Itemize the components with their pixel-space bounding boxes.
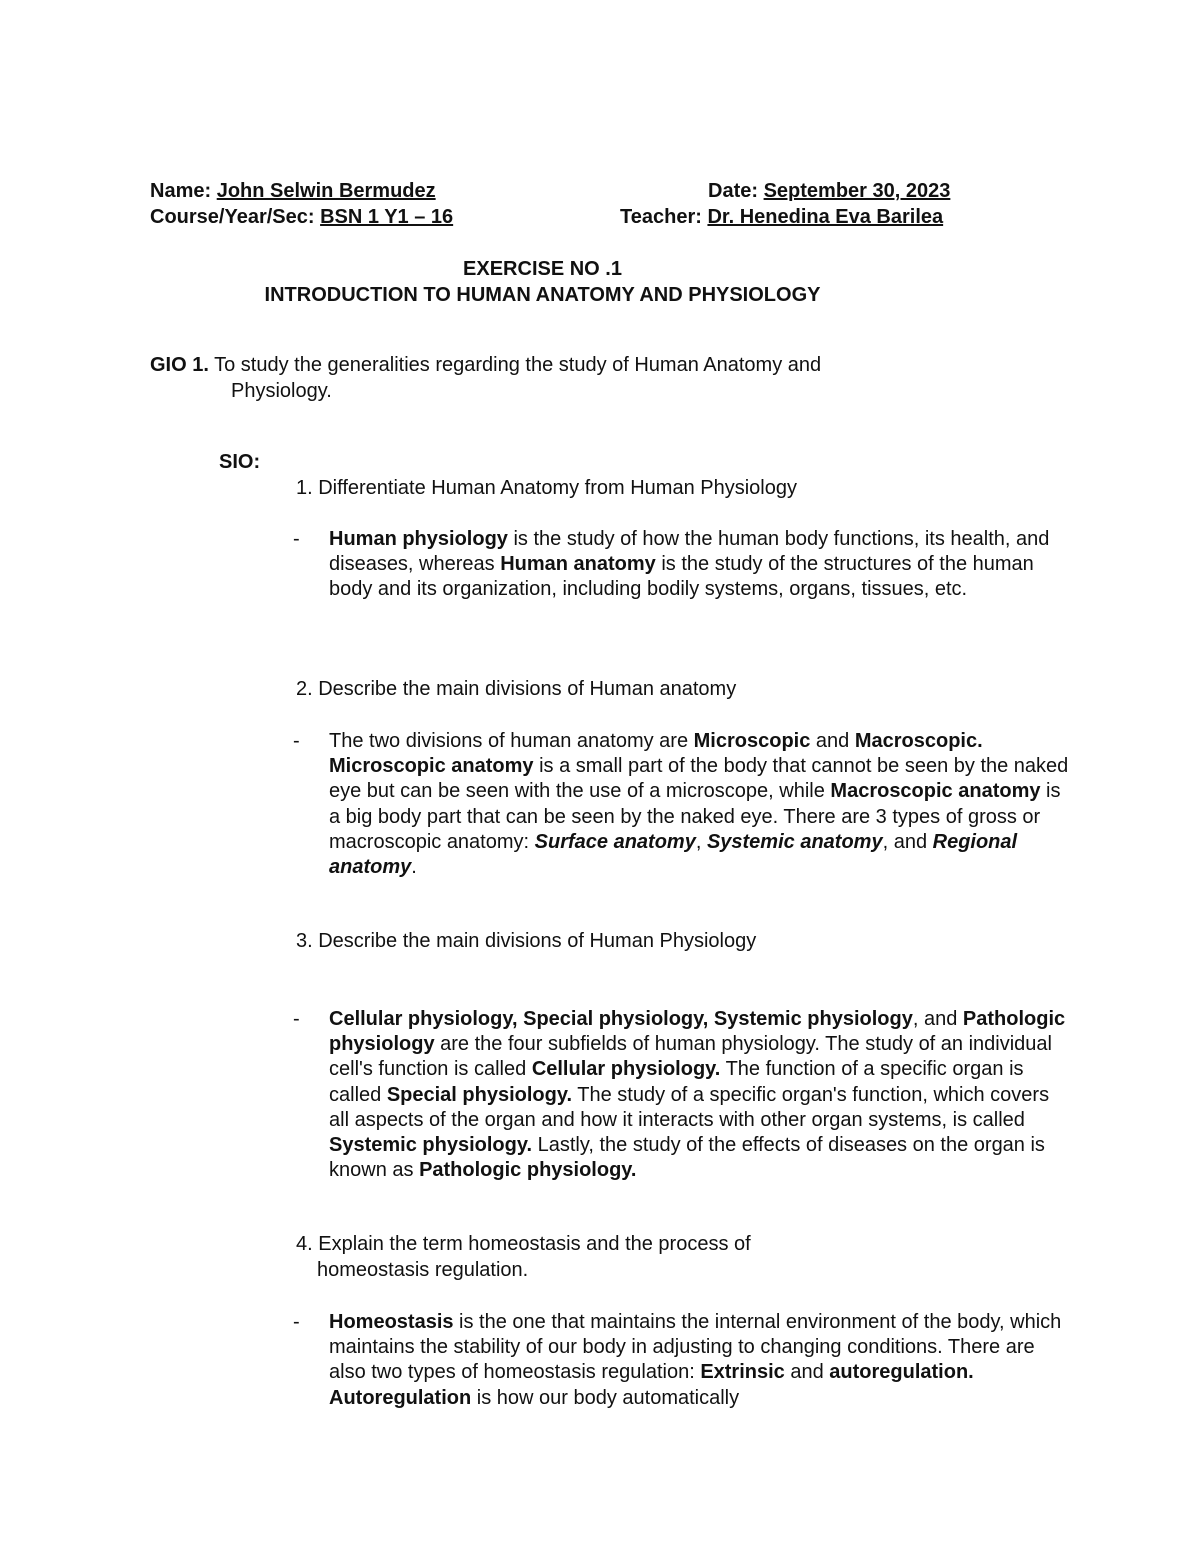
- question-4-line-1: 4. Explain the term homeostasis and the process of: [296, 1233, 751, 1255]
- gio-label: GIO 1.: [150, 354, 209, 376]
- question-4-line-2: homeostasis regulation.: [317, 1259, 529, 1281]
- term-special-physiology: Special physiology.: [386, 1083, 573, 1106]
- answer-4-text: is how our body automatically: [471, 1386, 740, 1409]
- gio-line-2: Physiology.: [231, 380, 332, 402]
- answer-2-text: and: [810, 730, 855, 752]
- term-homeostasis: Homeostasis: [329, 1311, 454, 1333]
- bullet-dash-4: -: [293, 1311, 300, 1333]
- answer-1-text: is the study of how the human body functions, its health, and diseases, whereas: [329, 528, 1050, 576]
- name-label: Name:: [150, 180, 212, 202]
- term-pathologic-physiology-2: Pathologic physiology.: [419, 1159, 637, 1182]
- term-macroscopic: Macroscopic.: [854, 730, 983, 752]
- term-systemic-anatomy: Systemic anatomy: [706, 830, 883, 853]
- exercise-title: INTRODUCTION TO HUMAN ANATOMY AND PHYSIOLOGY: [264, 284, 821, 306]
- answer-3-text: , and: [912, 1008, 963, 1030]
- answer-2-text: , and: [882, 830, 933, 853]
- bullet-dash-2: -: [293, 730, 300, 752]
- term-microscopic: Microscopic: [693, 730, 811, 752]
- date-value: September 30, 2023: [763, 180, 951, 202]
- answer-3-text: The function of a specific organ is called: [329, 1058, 1024, 1106]
- term-cellular-physiology: Cellular physiology.: [531, 1058, 721, 1081]
- name-value: John Selwin Bermudez: [216, 180, 436, 202]
- term-human-anatomy: Human anatomy: [500, 553, 656, 576]
- course-label: Course/Year/Sec:: [150, 206, 315, 228]
- term-systemic-physiology: Systemic physiology.: [329, 1134, 533, 1157]
- bullet-dash-3: -: [293, 1008, 300, 1030]
- term-surface-anatomy: Surface anatomy: [534, 830, 696, 853]
- term-macroscopic-anatomy: Macroscopic anatomy: [830, 780, 1041, 803]
- answer-4: [329, 1310, 1074, 1411]
- exercise-number: EXERCISE NO .1: [463, 258, 622, 280]
- term-autoregulation-2: Autoregulation: [329, 1386, 472, 1409]
- gio-line-1: [150, 354, 821, 377]
- answer-2-text: .: [411, 856, 417, 879]
- teacher-label: Teacher:: [620, 206, 702, 228]
- answer-4-text: and: [784, 1361, 830, 1384]
- course-field: [150, 206, 453, 229]
- question-3: 3. Describe the main divisions of Human Physiology: [296, 930, 757, 952]
- answer-3: [329, 1007, 1074, 1183]
- date-label: Date:: [708, 180, 759, 202]
- date-field: [708, 180, 950, 203]
- answer-3-text: are the four subfields of human physiology. The study of an individual cell's function is called: [329, 1033, 1052, 1081]
- term-regional-anatomy: Regional anatomy: [329, 830, 1018, 879]
- course-value: BSN 1 Y1 – 16: [320, 206, 454, 228]
- teacher-field: [620, 206, 943, 229]
- answer-2-text: is a small part of the body that cannot be seen by the naked eye but can be seen with the use of a microscope, while: [329, 755, 1069, 803]
- answer-2-text: ,: [695, 830, 707, 853]
- name-field: [150, 180, 436, 203]
- answer-2-text: is a big body part that can be seen by the naked eye. There are 3 types of gross or macroscopic anatomy:: [329, 780, 1061, 853]
- sio-label: SIO:: [219, 451, 261, 473]
- answer-1: [329, 527, 1074, 603]
- term-physiology-subfields: Cellular physiology, Special physiology, Systemic physiology: [329, 1008, 913, 1030]
- answer-3-text: Lastly, the study of the effects of diseases on the organ is known as: [329, 1134, 1045, 1182]
- answer-4-text: is the one that maintains the internal environment of the body, which maintains the stability of our body in adjusting to changing conditions. There are also two types of homeostasis regulation:: [329, 1311, 1062, 1384]
- question-1: 1. Differentiate Human Anatomy from Human Physiology: [296, 477, 797, 499]
- term-microscopic-anatomy: Microscopic anatomy: [329, 755, 534, 778]
- answer-3-text: The study of a specific organ's function, which covers all aspects of the organ and how it interacts with other organ systems, is called: [329, 1083, 1050, 1131]
- term-human-physiology: Human physiology: [329, 528, 508, 550]
- term-pathologic-physiology: Pathologic physiology: [329, 1008, 1066, 1056]
- term-autoregulation: autoregulation.: [829, 1361, 974, 1384]
- answer-2: [329, 729, 1074, 880]
- gio-text-1: To study the generalities regarding the study of Human Anatomy and: [208, 354, 822, 376]
- teacher-value: Dr. Henedina Eva Barilea: [707, 206, 944, 228]
- question-2: 2. Describe the main divisions of Human anatomy: [296, 678, 737, 700]
- term-extrinsic: Extrinsic: [700, 1361, 785, 1384]
- answer-1-text: is the study of the structures of the human body and its organization, including bodily systems, organs, tissues, etc.: [329, 553, 1034, 601]
- bullet-dash-1: -: [293, 528, 300, 550]
- answer-2-text: The two divisions of human anatomy are: [329, 730, 694, 752]
